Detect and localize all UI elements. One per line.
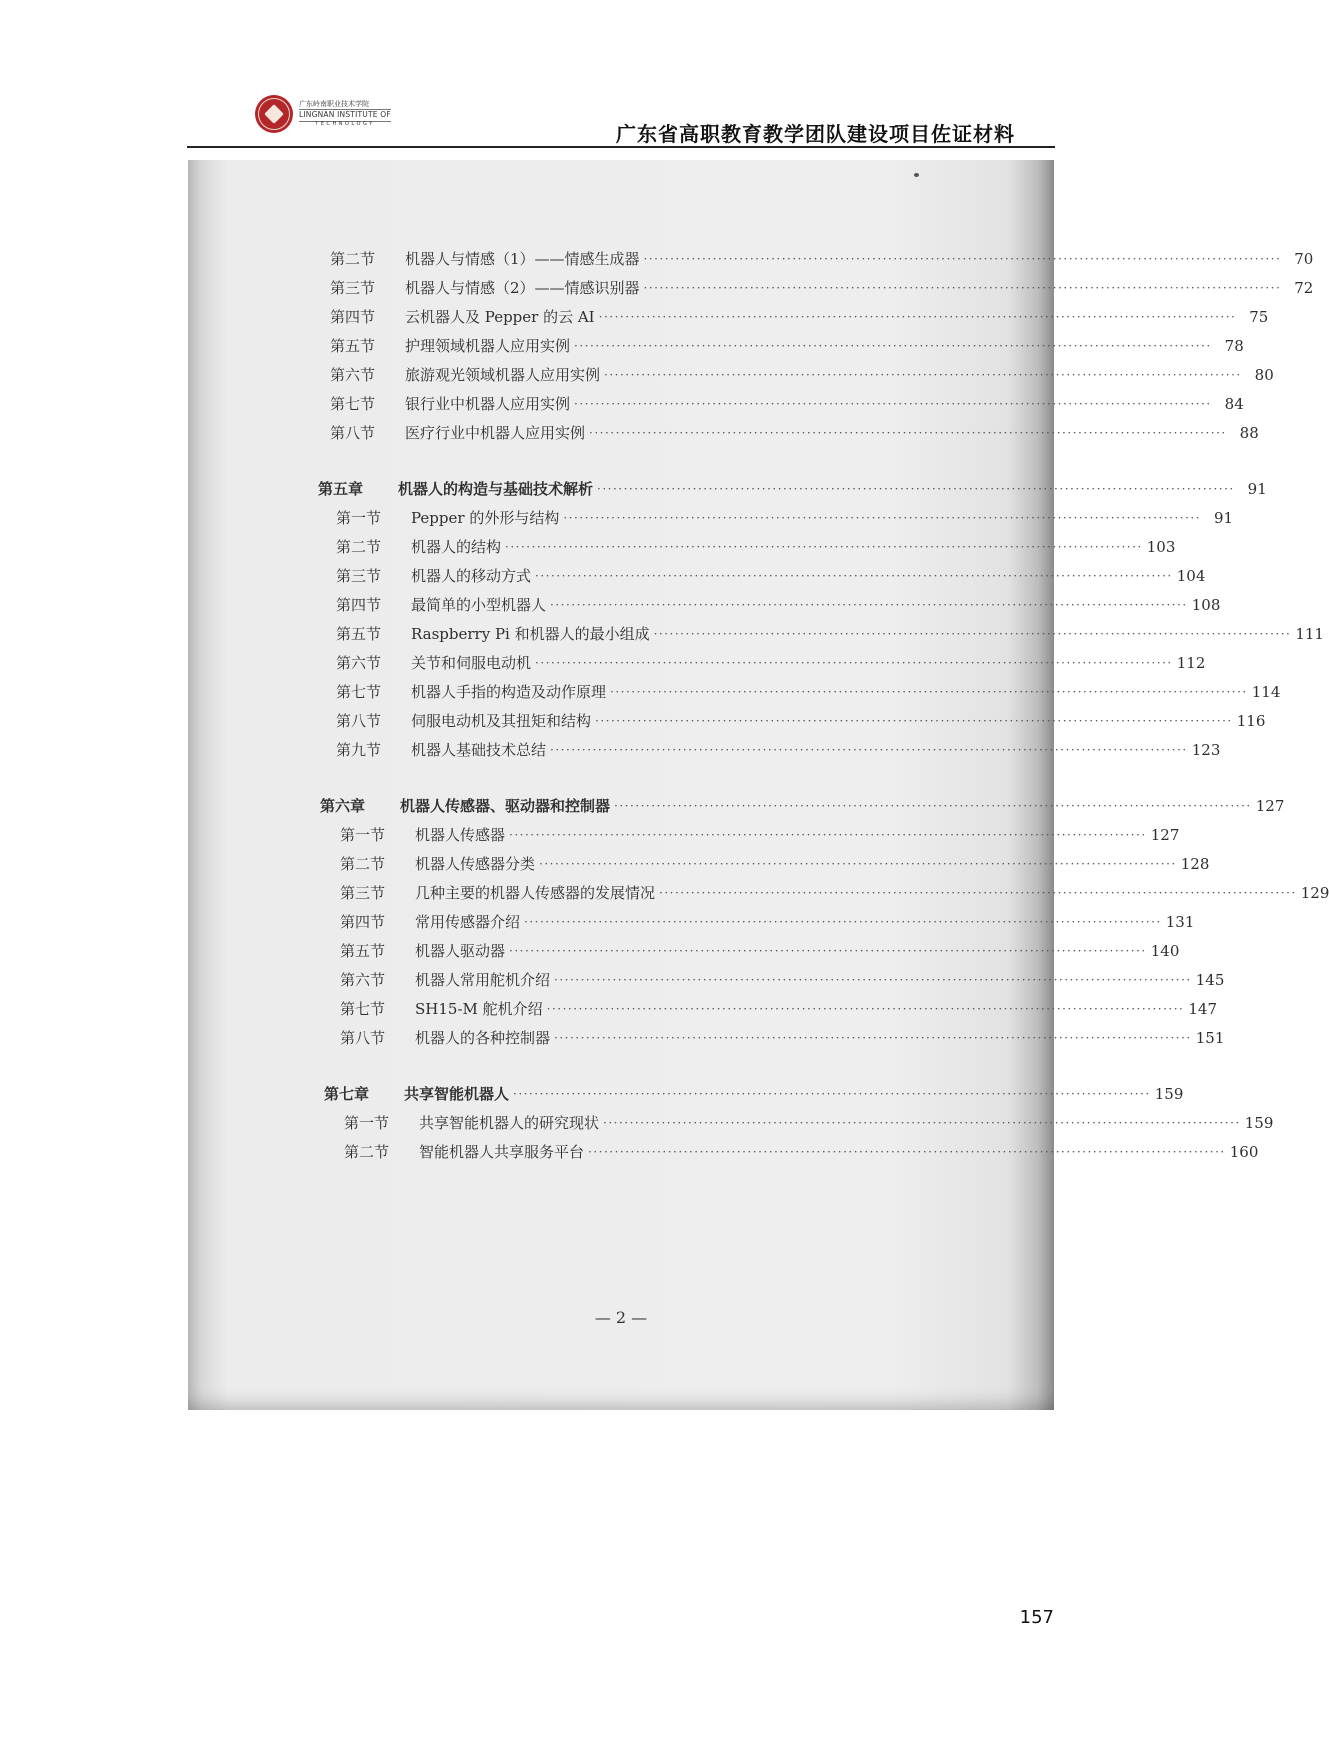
- toc-page: 91: [1213, 508, 1234, 527]
- logo-name-en: LINGNAN INSTITUTE OF: [299, 109, 391, 122]
- toc-number: 第二节: [344, 1143, 390, 1161]
- scan-page-number: — 2 —: [594, 1308, 648, 1327]
- toc-page: 145: [1195, 970, 1225, 989]
- toc-title: 机器人传感器分类: [415, 855, 536, 873]
- toc-leader-dots: ························································································································: [550, 742, 1188, 757]
- scan-speck: [914, 173, 919, 177]
- toc-leader-dots: ························································································································: [603, 1115, 1241, 1130]
- toc-leader-dots: ························································································································: [614, 798, 1252, 813]
- institute-logo: [255, 92, 395, 136]
- toc-section-row: [340, 853, 1210, 874]
- toc-title: 智能机器人共享服务平台: [419, 1143, 585, 1161]
- toc-number: 第九节: [336, 741, 382, 759]
- toc-page: 127: [1255, 796, 1285, 815]
- toc-chapter-row: [324, 1083, 1184, 1104]
- toc-title: 机器人传感器、驱动器和控制器: [400, 797, 611, 815]
- toc-title: 伺服电动机及其扭矩和结构: [411, 712, 592, 730]
- toc-title: Raspberry Pi 和机器人的最小组成: [411, 625, 650, 643]
- toc-page: 160: [1229, 1142, 1259, 1161]
- toc-page: 159: [1244, 1113, 1274, 1132]
- toc-title: 机器人驱动器: [415, 942, 506, 960]
- toc-leader-dots: ························································································································: [604, 367, 1242, 382]
- toc-leader-dots: ························································································································: [513, 1086, 1151, 1101]
- scanned-toc-page: [188, 160, 1329, 1410]
- toc-number: 第六节: [340, 971, 386, 989]
- toc-section-row: [340, 911, 1195, 932]
- toc-section-row: [330, 422, 1259, 443]
- toc-number: 第六节: [330, 366, 376, 384]
- toc-section-row: [336, 710, 1266, 731]
- toc-section-row: [336, 623, 1324, 644]
- toc-section-row: [330, 364, 1274, 385]
- page-number: 157: [1019, 1607, 1054, 1628]
- toc-number: 第七节: [330, 395, 376, 413]
- toc-number: 第三节: [340, 884, 386, 902]
- toc-leader-dots: ························································································································: [574, 338, 1212, 353]
- toc-leader-dots: ························································································································: [643, 251, 1282, 266]
- toc-page: 129: [1300, 883, 1329, 902]
- toc-title: 机器人与情感（2）——情感识别器: [405, 279, 640, 297]
- toc-section-row: [336, 536, 1176, 557]
- toc-number: 第七节: [336, 683, 382, 701]
- toc-title: 机器人的结构: [411, 538, 502, 556]
- toc-leader-dots: ························································································································: [574, 396, 1212, 411]
- toc-leader-dots: ························································································································: [610, 684, 1248, 699]
- toc-number: 第六节: [336, 654, 382, 672]
- toc-leader-dots: ························································································································: [524, 914, 1162, 929]
- toc-title: 共享智能机器人的研究现状: [419, 1114, 600, 1132]
- toc-leader-dots: ························································································································: [563, 510, 1202, 525]
- toc-number: 第八节: [330, 424, 376, 442]
- toc-page: 103: [1146, 537, 1176, 556]
- toc-page: 70: [1294, 249, 1314, 268]
- toc-leader-dots: ························································································································: [509, 943, 1147, 958]
- toc-number: 第五节: [330, 337, 376, 355]
- toc-number: 第四节: [340, 913, 386, 931]
- toc-page: 75: [1249, 307, 1269, 326]
- toc-leader-dots: ························································································································: [588, 1144, 1226, 1159]
- toc-section-row: [330, 277, 1314, 298]
- toc-number: 第六章: [320, 797, 366, 815]
- toc-section-row: [336, 681, 1281, 702]
- toc-page: 114: [1251, 682, 1281, 701]
- toc-section-row: [336, 739, 1221, 760]
- toc-title: 机器人与情感（1）——情感生成器: [405, 250, 640, 268]
- logo-name-cn: 广东岭南职业技术学院: [299, 100, 369, 109]
- header-title: 广东省高职教育教学团队建设项目佐证材料: [616, 122, 1015, 146]
- toc-title: 银行业中机器人应用实例: [405, 395, 571, 413]
- toc-number: 第五节: [336, 625, 382, 643]
- toc-page: 131: [1165, 912, 1195, 931]
- toc-title: 共享智能机器人: [404, 1085, 510, 1103]
- logo-text: [299, 100, 391, 127]
- toc-leader-dots: ························································································································: [659, 885, 1297, 900]
- toc-title: 机器人的构造与基础技术解析: [398, 480, 594, 498]
- toc-title: 最简单的小型机器人: [411, 596, 547, 614]
- toc-leader-dots: ························································································································: [643, 280, 1282, 295]
- toc-chapter-row: [318, 478, 1267, 499]
- toc-title: 关节和伺服电动机: [411, 654, 532, 672]
- toc-title: Pepper 的外形与结构: [411, 509, 560, 527]
- toc-section-row: [340, 940, 1180, 961]
- toc-page: 123: [1191, 740, 1221, 759]
- toc-title: 机器人常用舵机介绍: [415, 971, 551, 989]
- toc-number: 第八节: [340, 1029, 386, 1047]
- toc-leader-dots: ························································································································: [589, 425, 1227, 440]
- toc-title: SH15-M 舵机介绍: [415, 1000, 543, 1018]
- toc-number: 第四节: [330, 308, 376, 326]
- toc-number: 第二节: [330, 250, 376, 268]
- toc-page: 88: [1239, 423, 1259, 442]
- toc-section-row: [336, 507, 1234, 528]
- toc-section-row: [344, 1112, 1274, 1133]
- toc-title: 医疗行业中机器人应用实例: [405, 424, 586, 442]
- toc-title: 护理领域机器人应用实例: [405, 337, 571, 355]
- toc-section-row: [330, 248, 1314, 269]
- toc-page: 104: [1176, 566, 1206, 585]
- toc-section-row: [340, 998, 1218, 1019]
- toc-section-row: [340, 969, 1225, 990]
- toc-page: 108: [1191, 595, 1221, 614]
- toc-section-row: [336, 594, 1221, 615]
- toc-chapter-row: [320, 795, 1285, 816]
- toc-leader-dots: ························································································································: [595, 713, 1233, 728]
- toc-leader-dots: ························································································································: [535, 568, 1173, 583]
- toc-leader-dots: ························································································································: [509, 827, 1147, 842]
- logo-name-en-2: TECHNOLOGY: [315, 120, 375, 127]
- toc-section-row: [330, 306, 1269, 327]
- toc-page: 159: [1154, 1084, 1184, 1103]
- toc-number: 第二节: [336, 538, 382, 556]
- toc-page: 151: [1195, 1028, 1225, 1047]
- toc-page: 111: [1295, 624, 1324, 643]
- toc-leader-dots: ························································································································: [539, 856, 1177, 871]
- toc-page: 112: [1176, 653, 1206, 672]
- toc-leader-dots: ························································································································: [598, 309, 1237, 324]
- toc-title: 常用传感器介绍: [415, 913, 521, 931]
- toc-page: 128: [1180, 854, 1210, 873]
- toc-title: 机器人基础技术总结: [411, 741, 547, 759]
- toc-title: 机器人的各种控制器: [415, 1029, 551, 1047]
- toc-number: 第七章: [324, 1085, 370, 1103]
- toc-section-row: [336, 565, 1206, 586]
- toc-title: 机器人手指的构造及动作原理: [411, 683, 607, 701]
- toc-number: 第一节: [340, 826, 386, 844]
- toc-title: 机器人传感器: [415, 826, 506, 844]
- toc-leader-dots: ························································································································: [505, 539, 1143, 554]
- toc-leader-dots: ························································································································: [554, 972, 1192, 987]
- toc-page: 127: [1150, 825, 1180, 844]
- toc-number: 第一节: [336, 509, 382, 527]
- toc-leader-dots: ························································································································: [546, 1001, 1185, 1016]
- header-divider: [187, 146, 1055, 148]
- toc-title: 机器人的移动方式: [411, 567, 532, 585]
- toc-leader-dots: ························································································································: [653, 626, 1292, 641]
- toc-section-row: [340, 1027, 1225, 1048]
- toc-title: 几种主要的机器人传感器的发展情况: [415, 884, 656, 902]
- toc-page: 80: [1254, 365, 1274, 384]
- toc-page: 72: [1294, 278, 1314, 297]
- toc-number: 第五节: [340, 942, 386, 960]
- toc-page: 91: [1247, 479, 1267, 498]
- toc-leader-dots: ························································································································: [554, 1030, 1192, 1045]
- toc-section-row: [336, 652, 1206, 673]
- toc-page: 140: [1150, 941, 1180, 960]
- toc-title: 云机器人及 Pepper 的云 AI: [405, 308, 595, 326]
- toc-page: 84: [1224, 394, 1244, 413]
- toc-number: 第二节: [340, 855, 386, 873]
- toc-number: 第三节: [336, 567, 382, 585]
- toc-number: 第七节: [340, 1000, 386, 1018]
- toc-page: 78: [1224, 336, 1244, 355]
- toc-title: 旅游观光领域机器人应用实例: [405, 366, 601, 384]
- seal-icon: [255, 95, 293, 133]
- toc-leader-dots: ························································································································: [550, 597, 1188, 612]
- toc-number: 第四节: [336, 596, 382, 614]
- toc-section-row: [340, 824, 1180, 845]
- toc-leader-dots: ························································································································: [535, 655, 1173, 670]
- toc-number: 第一节: [344, 1114, 390, 1132]
- toc-number: 第三节: [330, 279, 376, 297]
- toc-page: 147: [1188, 999, 1218, 1018]
- toc-section-row: [330, 393, 1244, 414]
- toc-page: 116: [1236, 711, 1266, 730]
- toc-section-row: [340, 882, 1329, 903]
- toc-number: 第八节: [336, 712, 382, 730]
- toc-section-row: [344, 1141, 1259, 1162]
- toc-section-row: [330, 335, 1244, 356]
- toc-number: 第五章: [318, 480, 364, 498]
- toc-leader-dots: ························································································································: [597, 481, 1235, 496]
